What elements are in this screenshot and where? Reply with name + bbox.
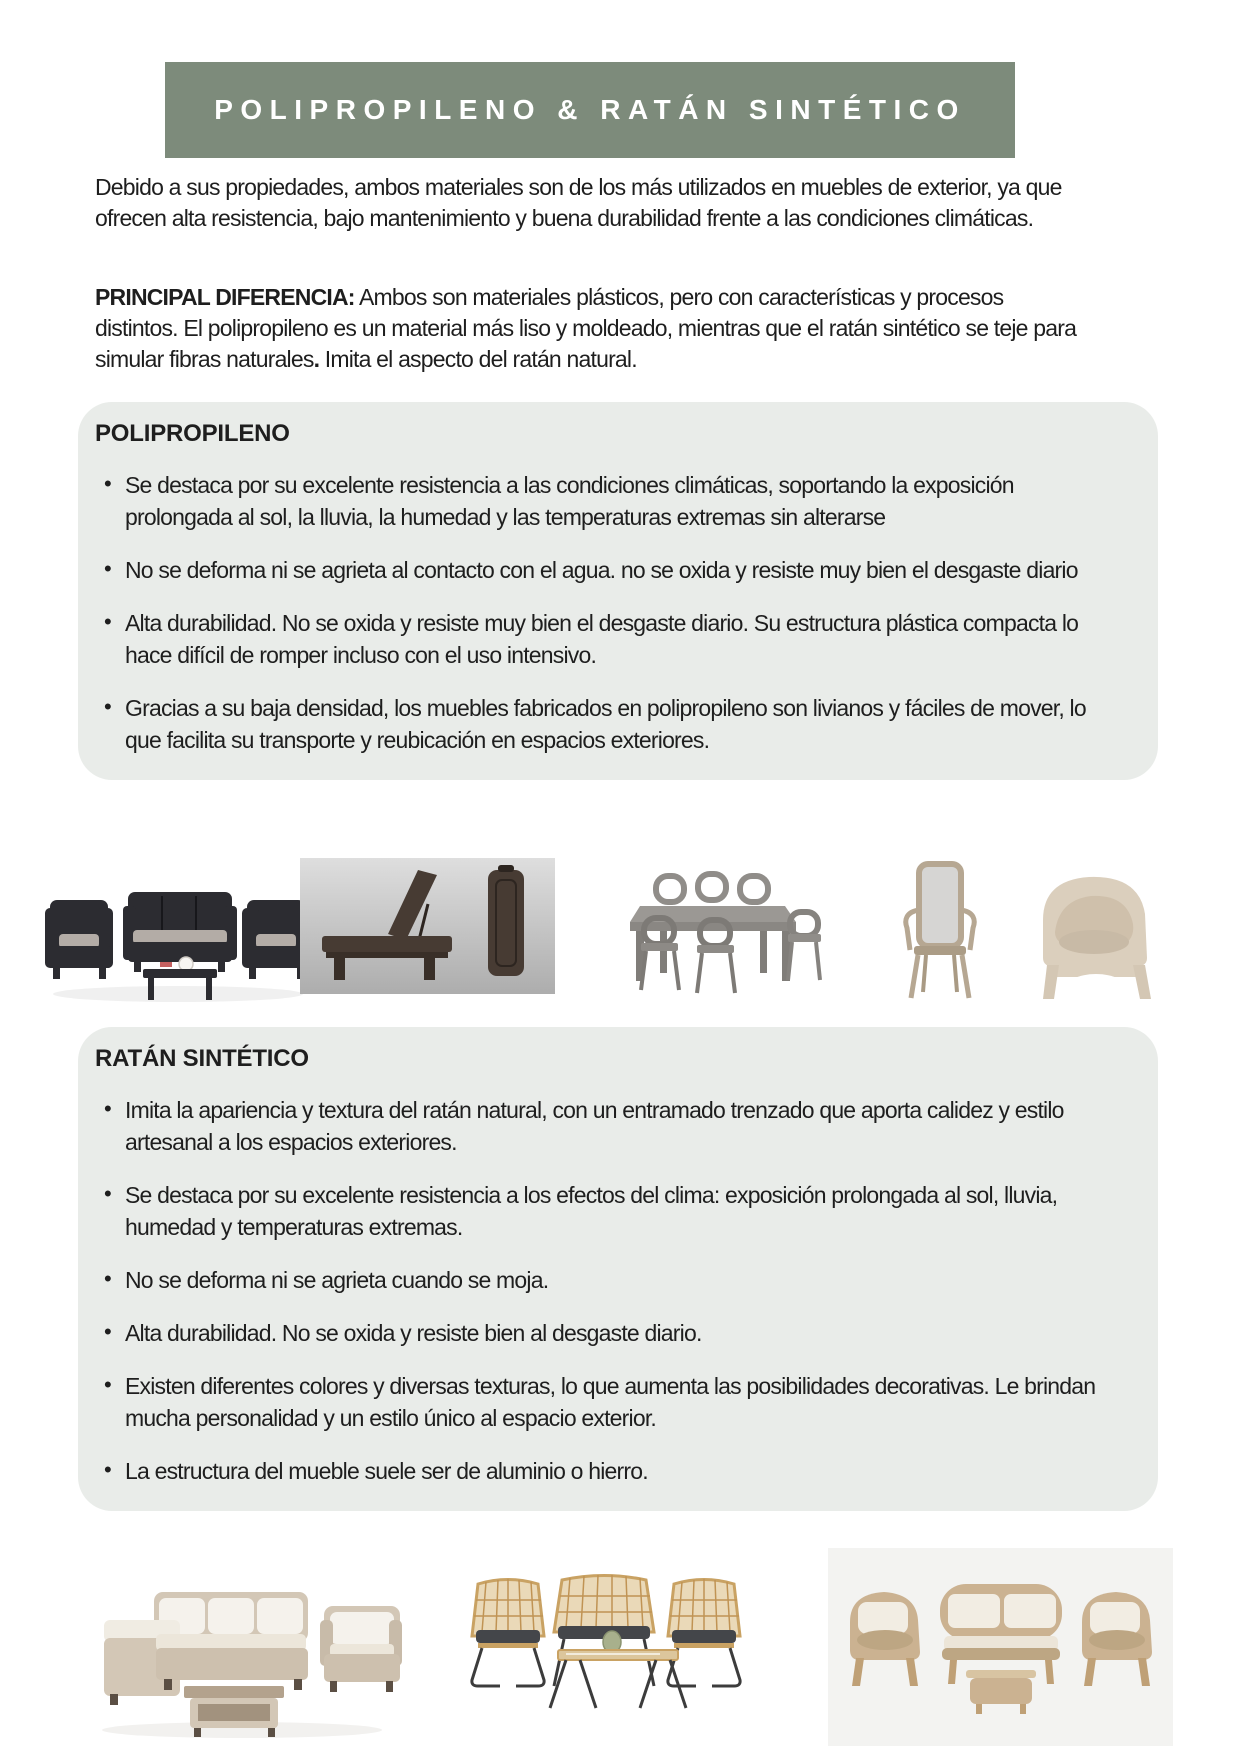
bullet-item: • No se deforma ni se agrieta al contacto con el agua. no se oxida y resiste muy bien el desgaste diario xyxy=(95,554,1098,586)
difference-text-b: Imita el aspecto del ratán natural. xyxy=(319,346,637,372)
furniture-photo-tub-chair xyxy=(1025,862,1170,1002)
wicker-lounge-set-illustration xyxy=(828,1548,1173,1746)
bullet-item: • Alta durabilidad. No se oxida y resiste muy bien el desgaste diario. Su estructura plástica compacta lo hace difícil de romper incluso con el uso intensivo. xyxy=(95,607,1098,671)
bullet-item: • Se destaca por su excelente resistencia a las condiciones climáticas, soportando la exposición prolongada al sol, la lluvia, la humedad y las temperaturas extremas sin alterarse xyxy=(95,469,1098,533)
bullet-item: • La estructura del mueble suele ser de aluminio o hierro. xyxy=(95,1455,1098,1487)
wicker-sectional-illustration xyxy=(92,1548,402,1746)
page-title: POLIPROPILENO & RATÁN SINTÉTICO xyxy=(214,94,966,125)
bullet-item: • Gracias a su baja densidad, los muebles fabricados en polipropileno son livianos y fáciles de mover, lo que facilita su transporte y reubicación en espacios exteriores. xyxy=(95,692,1098,756)
title-banner xyxy=(165,62,1015,158)
stacking-chair-illustration xyxy=(893,856,988,1004)
dining-set-illustration xyxy=(600,860,825,1004)
sun-lounger-illustration xyxy=(300,858,555,1006)
furniture-photo-wicker-lounge-set xyxy=(828,1548,1173,1746)
bullet-item: • No se deforma ni se agrieta cuando se moja. xyxy=(95,1264,1098,1296)
furniture-photo-wicker-sectional xyxy=(92,1548,402,1746)
bullet-item: • Existen diferentes colores y diversas texturas, lo que aumenta las posibilidades decorativas. Le brindan mucha personalidad y un estilo único al espacio exterior. xyxy=(95,1370,1098,1434)
tub-chair-illustration xyxy=(1025,862,1170,1002)
furniture-photo-dark-sofa-set xyxy=(40,866,315,1006)
polipropileno-section xyxy=(78,402,1158,780)
polipropileno-bullet-list xyxy=(95,469,1098,756)
furniture-photo-sun-lounger xyxy=(300,858,555,1006)
bullet-item: • Alta durabilidad. No se oxida y resiste bien al desgaste diario. xyxy=(95,1317,1098,1349)
bullet-item: • Se destaca por su excelente resistencia a los efectos del clima: exposición prolongada al sol, lluvia, humedad y temperaturas extremas. xyxy=(95,1179,1098,1243)
bullet-item: • Imita la apariencia y textura del ratán natural, con un entramado trenzado que aporta calidez y estilo artesanal a los espacios exteriores. xyxy=(95,1094,1098,1158)
difference-label: PRINCIPAL DIFERENCIA: xyxy=(95,284,355,310)
ratan-sintetico-bullet-list xyxy=(95,1094,1098,1487)
ratan-sintetico-heading: RATÁN SINTÉTICO xyxy=(95,1045,309,1072)
furniture-photo-dining-set xyxy=(600,860,825,1004)
difference-paragraph xyxy=(95,282,1080,375)
difference-bold-period: . xyxy=(313,346,320,372)
rattan-bistro-set-illustration xyxy=(462,1568,752,1720)
intro-paragraph: Debido a sus propiedades, ambos materiales son de los más utilizados en muebles de exterior, ya que ofrecen alta resistencia, bajo mantenimiento y buena durabilidad frente a las condiciones climáticas. xyxy=(95,174,1062,231)
difference-text-a: Ambos son materiales plásticos, pero con características y procesos distintos. El polipropileno es un material más liso y moldeado, mientras que el ratán sintético se teje para simular fibras naturales xyxy=(95,284,1077,372)
dark-sofa-set-illustration xyxy=(40,866,315,1006)
polipropileno-heading: POLIPROPILENO xyxy=(95,420,290,447)
furniture-photo-stacking-chair xyxy=(893,856,988,1004)
ratan-sintetico-section xyxy=(78,1027,1158,1511)
furniture-photo-rattan-bistro-set xyxy=(462,1568,752,1720)
